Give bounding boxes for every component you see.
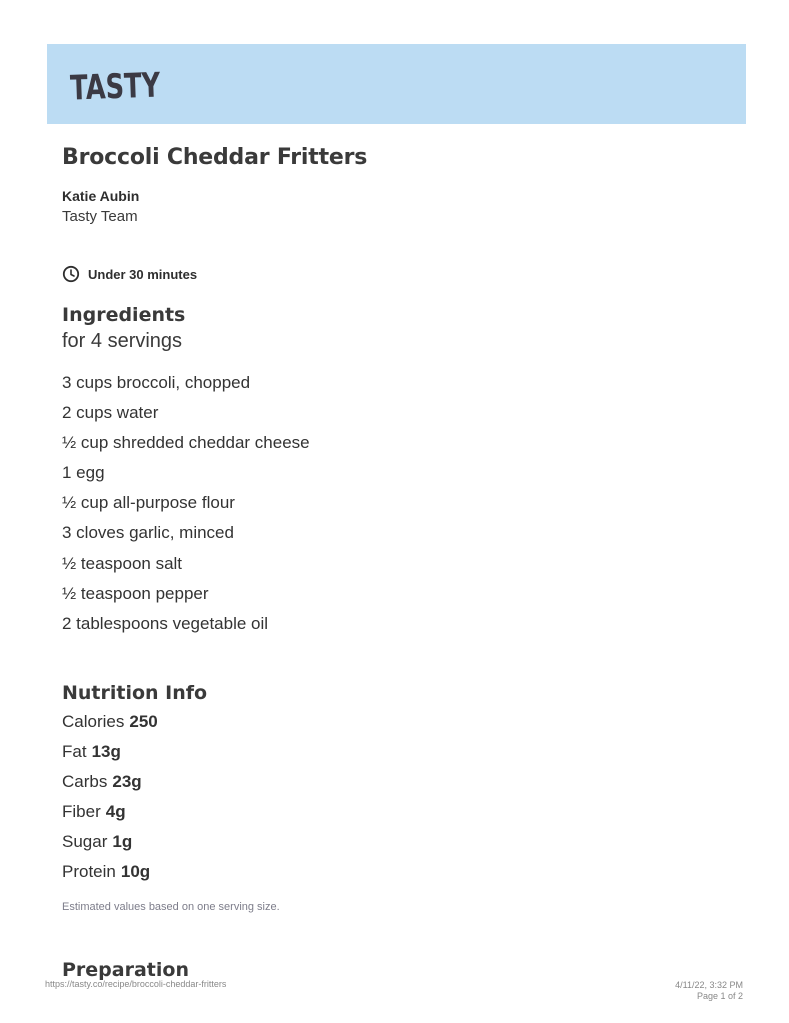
nutrition-item [62, 767, 702, 797]
author-name[interactable]: Katie Aubin [62, 188, 140, 204]
nutrition-item [62, 797, 702, 827]
nutrition-list [62, 707, 702, 888]
preparation-heading: Preparation [62, 959, 189, 981]
footer-meta [675, 980, 743, 1002]
ingredients-heading: Ingredients [62, 304, 186, 326]
nutrition-item [62, 857, 702, 887]
nutrition-label: Fiber [62, 802, 101, 822]
nutrition-label: Sugar [62, 832, 108, 852]
servings-text: for 4 servings [62, 330, 183, 352]
nutrition-label: Calories [62, 711, 125, 731]
nutrition-value: 4g [105, 802, 126, 822]
nutrition-value: 13g [91, 741, 121, 761]
nutrition-heading: Nutrition Info [62, 681, 208, 704]
ingredient-item: 2 tablespoons vegetable oil [62, 613, 269, 633]
nutrition-value: 23g [112, 772, 142, 792]
nutrition-item [62, 737, 702, 767]
nutrition-value: 10g [120, 862, 151, 882]
nutrition-value: 1g [112, 832, 133, 852]
footer-url[interactable]: https://tasty.co/recipe/broccoli-cheddar-fritters [45, 979, 227, 989]
ingredient-item: 3 cups broccoli, chopped [62, 373, 251, 392]
nutrition-label: Carbs [62, 772, 108, 792]
nutrition-item [62, 707, 702, 737]
cook-time: Under 30 minutes [88, 266, 198, 282]
nutrition-label: Protein [62, 862, 116, 882]
ingredient-item: ½ teaspoon pepper [62, 583, 209, 603]
clock-icon [62, 265, 80, 283]
footer-timestamp: 4/11/22, 3:32 PM [675, 980, 743, 990]
ingredient-item: ½ cup shredded cheddar cheese [62, 433, 310, 453]
ingredient-item: 3 cloves garlic, minced [62, 523, 234, 543]
nutrition-value: 250 [129, 711, 158, 731]
author-team: Tasty Team [62, 208, 138, 225]
ingredient-item: ½ cup all-purpose flour [62, 493, 235, 513]
svg-text:TASTY: TASTY [69, 64, 190, 109]
ingredients-list [62, 368, 702, 639]
nutrition-label: Fat [62, 741, 87, 761]
ingredient-item: 2 cups water [62, 403, 159, 423]
time-row [62, 264, 702, 284]
nutrition-note: Estimated values based on one serving size. [62, 901, 280, 914]
recipe-content [62, 140, 702, 915]
nutrition-item [62, 827, 702, 857]
recipe-title: Broccoli Cheddar Fritters [62, 145, 368, 170]
footer-page-number: Page 1 of 2 [696, 991, 743, 1001]
ingredient-item: 1 egg [62, 463, 105, 483]
ingredient-item: ½ teaspoon salt [62, 553, 183, 573]
tasty-logo[interactable] [68, 54, 190, 110]
